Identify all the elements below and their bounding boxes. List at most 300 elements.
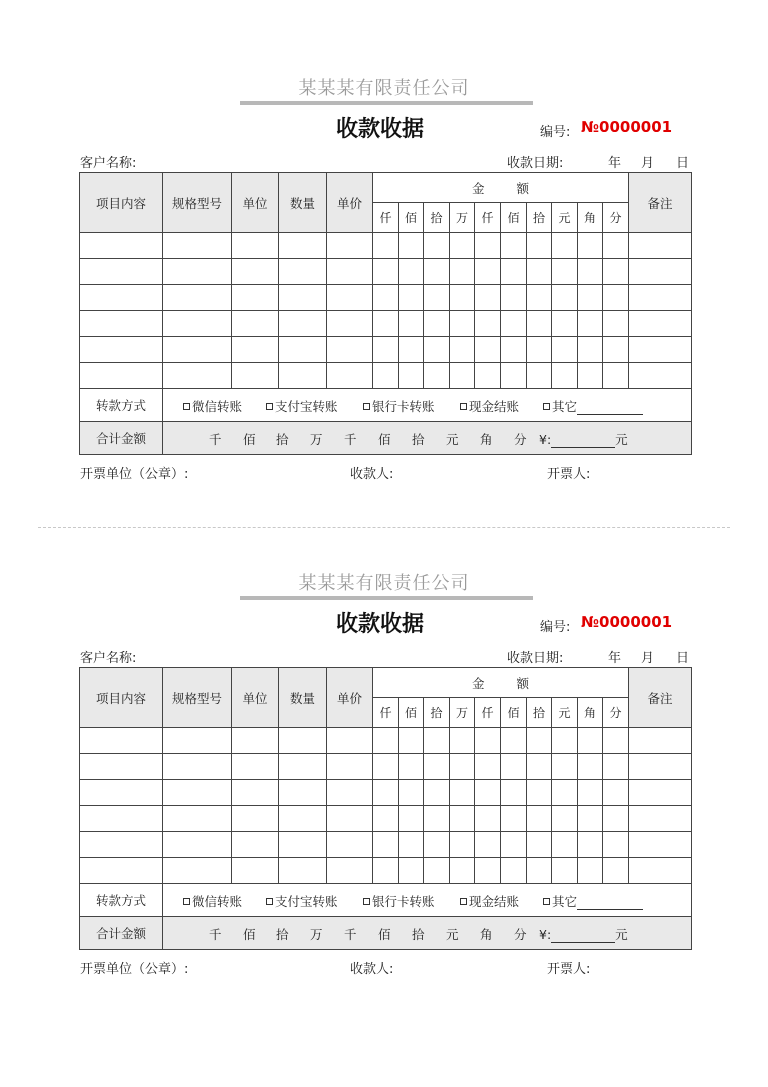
- entry-cell[interactable]: [552, 259, 578, 285]
- total-amount: [163, 917, 692, 950]
- entry-cell[interactable]: [501, 337, 527, 363]
- day-label: 日: [676, 156, 690, 171]
- table-row: [80, 285, 692, 311]
- table-row: [80, 858, 692, 884]
- entry-cell[interactable]: [475, 728, 501, 754]
- receipt-table: [79, 172, 692, 455]
- payment-option-bankcard[interactable]: 银行卡转账: [363, 397, 435, 415]
- entry-cell[interactable]: [501, 754, 527, 780]
- entry-cell[interactable]: [80, 363, 163, 389]
- total-unit: 角: [480, 432, 493, 447]
- entry-cell[interactable]: [80, 259, 163, 285]
- entry-cell[interactable]: [527, 754, 552, 780]
- total-unit: 拾: [276, 927, 289, 942]
- date-label: 收款日期:: [507, 651, 564, 666]
- entry-cell[interactable]: [163, 311, 232, 337]
- entry-cell[interactable]: [501, 858, 527, 884]
- entry-cell[interactable]: [578, 858, 603, 884]
- other-fill-line[interactable]: [577, 401, 643, 415]
- payment-option-cash[interactable]: 现金结账: [460, 892, 519, 910]
- entry-cell[interactable]: [450, 832, 475, 858]
- entry-cell[interactable]: [232, 728, 279, 754]
- payee-label: 收款人:: [350, 962, 394, 977]
- table-row: [80, 233, 692, 259]
- entry-cell[interactable]: [424, 285, 450, 311]
- entry-cell[interactable]: [327, 311, 373, 337]
- entry-cell[interactable]: [501, 728, 527, 754]
- entry-cell[interactable]: [527, 285, 552, 311]
- entry-cell[interactable]: [163, 780, 232, 806]
- entry-cell[interactable]: [163, 337, 232, 363]
- entry-cell[interactable]: [232, 259, 279, 285]
- day-label: 日: [676, 651, 690, 666]
- entry-cell[interactable]: [450, 311, 475, 337]
- entry-cell[interactable]: [629, 311, 692, 337]
- entry-cell[interactable]: [629, 806, 692, 832]
- entry-cell[interactable]: [475, 754, 501, 780]
- entry-cell[interactable]: [424, 754, 450, 780]
- entry-cell[interactable]: [279, 728, 327, 754]
- entry-cell[interactable]: [373, 259, 399, 285]
- entry-cell[interactable]: [399, 806, 424, 832]
- total-unit: 佰: [378, 432, 391, 447]
- entry-cell[interactable]: [232, 858, 279, 884]
- entry-cell[interactable]: [232, 806, 279, 832]
- total-unit: 佰: [243, 927, 256, 942]
- payment-options: [163, 884, 692, 917]
- entry-cell[interactable]: [327, 780, 373, 806]
- drawer-label: 开票人:: [547, 467, 591, 482]
- entry-cell[interactable]: [163, 806, 232, 832]
- digit-header: 角: [578, 698, 603, 728]
- total-unit: 千: [209, 432, 222, 447]
- entry-cell[interactable]: [629, 754, 692, 780]
- entry-cell[interactable]: [424, 233, 450, 259]
- entry-cell[interactable]: [279, 832, 327, 858]
- entry-cell[interactable]: [279, 858, 327, 884]
- other-fill-line[interactable]: [577, 896, 643, 910]
- entry-cell[interactable]: [578, 337, 603, 363]
- entry-cell[interactable]: [327, 337, 373, 363]
- entry-cell[interactable]: [373, 754, 399, 780]
- total-label: 合计金额: [80, 917, 163, 950]
- serial-number: №0000001: [581, 613, 673, 631]
- entry-cell[interactable]: [475, 311, 501, 337]
- entry-cell[interactable]: [527, 806, 552, 832]
- entry-cell[interactable]: [527, 858, 552, 884]
- entry-cell[interactable]: [399, 754, 424, 780]
- entry-cell[interactable]: [424, 363, 450, 389]
- entry-cell[interactable]: [327, 754, 373, 780]
- entry-cell[interactable]: [501, 363, 527, 389]
- year-label: 年: [608, 651, 622, 666]
- entry-cell[interactable]: [450, 728, 475, 754]
- payment-option-alipay[interactable]: 支付宝转账: [266, 397, 338, 415]
- digit-header: 元: [552, 698, 578, 728]
- digit-header: 佰: [399, 203, 424, 233]
- entry-cell[interactable]: [552, 363, 578, 389]
- checkbox-icon[interactable]: [460, 403, 467, 410]
- entry-cell[interactable]: [279, 285, 327, 311]
- month-label: 月: [641, 156, 655, 171]
- entry-cell[interactable]: [475, 832, 501, 858]
- digit-header: 仟: [373, 698, 399, 728]
- serial-number: №0000001: [581, 118, 673, 136]
- entry-cell[interactable]: [373, 311, 399, 337]
- entry-cell[interactable]: [399, 858, 424, 884]
- entry-cell[interactable]: [163, 728, 232, 754]
- entry-cell[interactable]: [80, 780, 163, 806]
- checkbox-icon[interactable]: [363, 898, 370, 905]
- entry-cell[interactable]: [475, 285, 501, 311]
- entry-cell[interactable]: [552, 832, 578, 858]
- entry-cell[interactable]: [527, 780, 552, 806]
- entry-cell[interactable]: [232, 754, 279, 780]
- entry-cell[interactable]: [327, 233, 373, 259]
- entry-cell[interactable]: [373, 728, 399, 754]
- entry-cell[interactable]: [232, 780, 279, 806]
- entry-cell[interactable]: [163, 233, 232, 259]
- title-rule: [240, 101, 533, 105]
- header-amount-1: 金: [472, 675, 485, 691]
- entry-cell[interactable]: [450, 285, 475, 311]
- entry-cell[interactable]: [552, 754, 578, 780]
- entry-cell[interactable]: [399, 311, 424, 337]
- date-label: 收款日期:: [507, 156, 564, 171]
- total-unit: 千: [344, 432, 357, 447]
- entry-cell[interactable]: [475, 858, 501, 884]
- entry-cell[interactable]: [232, 233, 279, 259]
- entry-cell[interactable]: [475, 806, 501, 832]
- entry-cell[interactable]: [501, 806, 527, 832]
- entry-cell[interactable]: [424, 780, 450, 806]
- entry-cell[interactable]: [163, 285, 232, 311]
- entry-cell[interactable]: [450, 363, 475, 389]
- entry-cell[interactable]: [232, 363, 279, 389]
- digit-header: 万: [450, 698, 475, 728]
- entry-cell[interactable]: [399, 285, 424, 311]
- entry-cell[interactable]: [527, 337, 552, 363]
- entry-cell[interactable]: [279, 363, 327, 389]
- total-unit: 佰: [243, 432, 256, 447]
- entry-cell[interactable]: [629, 259, 692, 285]
- entry-cell[interactable]: [603, 337, 629, 363]
- entry-cell[interactable]: [475, 259, 501, 285]
- entry-cell[interactable]: [163, 832, 232, 858]
- table-row: [80, 259, 692, 285]
- table-row: [80, 806, 692, 832]
- entry-cell[interactable]: [475, 233, 501, 259]
- total-unit: 千: [344, 927, 357, 942]
- entry-cell[interactable]: [80, 858, 163, 884]
- checkbox-icon[interactable]: [543, 403, 550, 410]
- entry-cell[interactable]: [603, 233, 629, 259]
- entry-cell[interactable]: [232, 311, 279, 337]
- cut-line: [38, 527, 730, 528]
- entry-cell[interactable]: [373, 285, 399, 311]
- entry-cell[interactable]: [279, 754, 327, 780]
- entry-cell[interactable]: [603, 259, 629, 285]
- table-row: [80, 832, 692, 858]
- total-yuan-field[interactable]: ¥: 元: [539, 432, 628, 447]
- entry-cell[interactable]: [399, 832, 424, 858]
- table-row: [80, 728, 692, 754]
- entry-cell[interactable]: [279, 806, 327, 832]
- header-item: 项目内容: [80, 668, 163, 728]
- table-row: [80, 363, 692, 389]
- entry-cell[interactable]: [629, 285, 692, 311]
- entry-cell[interactable]: [603, 363, 629, 389]
- entry-cell[interactable]: [327, 259, 373, 285]
- checkbox-icon[interactable]: [183, 403, 190, 410]
- entry-cell[interactable]: [232, 832, 279, 858]
- entry-cell[interactable]: [163, 858, 232, 884]
- total-unit: 万: [310, 432, 323, 447]
- entry-cell[interactable]: [578, 259, 603, 285]
- receipt-title: 收款收据: [335, 612, 424, 637]
- total-unit: 万: [310, 927, 323, 942]
- digit-header: 佰: [501, 698, 527, 728]
- entry-cell[interactable]: [327, 858, 373, 884]
- entry-cell[interactable]: [527, 832, 552, 858]
- entry-cell[interactable]: [527, 259, 552, 285]
- entry-cell[interactable]: [450, 233, 475, 259]
- header-remark: 备注: [629, 668, 692, 728]
- entry-cell[interactable]: [80, 806, 163, 832]
- header-price: 单价: [327, 668, 373, 728]
- entry-cell[interactable]: [527, 233, 552, 259]
- entry-cell[interactable]: [424, 806, 450, 832]
- entry-cell[interactable]: [327, 832, 373, 858]
- checkbox-icon[interactable]: [363, 403, 370, 410]
- header-amount: [373, 173, 629, 203]
- entry-cell[interactable]: [80, 728, 163, 754]
- payment-option-other[interactable]: 其它: [543, 892, 643, 910]
- total-unit: 拾: [412, 432, 425, 447]
- entry-cell[interactable]: [578, 780, 603, 806]
- total-unit: 拾: [276, 432, 289, 447]
- entry-cell[interactable]: [450, 754, 475, 780]
- entry-cell[interactable]: [501, 233, 527, 259]
- entry-cell[interactable]: [450, 780, 475, 806]
- total-yuan-field[interactable]: ¥: 元: [539, 927, 628, 942]
- entry-cell[interactable]: [629, 780, 692, 806]
- entry-cell[interactable]: [424, 832, 450, 858]
- entry-cell[interactable]: [629, 337, 692, 363]
- total-unit: 元: [446, 927, 459, 942]
- entry-cell[interactable]: [450, 858, 475, 884]
- entry-cell[interactable]: [327, 363, 373, 389]
- total-unit: 拾: [412, 927, 425, 942]
- digit-header: 元: [552, 203, 578, 233]
- entry-cell[interactable]: [373, 806, 399, 832]
- year-label: 年: [608, 156, 622, 171]
- entry-cell[interactable]: [373, 780, 399, 806]
- table-row: [80, 780, 692, 806]
- entry-cell[interactable]: [80, 311, 163, 337]
- digit-header: 拾: [527, 698, 552, 728]
- entry-cell[interactable]: [399, 337, 424, 363]
- entry-cell[interactable]: [373, 832, 399, 858]
- customer-label: 客户名称:: [80, 156, 137, 171]
- entry-cell[interactable]: [603, 780, 629, 806]
- entry-cell[interactable]: [578, 754, 603, 780]
- entry-cell[interactable]: [501, 780, 527, 806]
- checkbox-icon[interactable]: [266, 898, 273, 905]
- payment-option-wechat[interactable]: 微信转账: [183, 397, 242, 415]
- entry-cell[interactable]: [80, 832, 163, 858]
- total-amount: [163, 422, 692, 455]
- entry-cell[interactable]: [552, 780, 578, 806]
- entry-cell[interactable]: [327, 806, 373, 832]
- checkbox-icon[interactable]: [183, 898, 190, 905]
- title-rule: [240, 596, 533, 600]
- entry-cell[interactable]: [552, 858, 578, 884]
- digit-header: 拾: [424, 203, 450, 233]
- entry-cell[interactable]: [578, 832, 603, 858]
- digit-header: 万: [450, 203, 475, 233]
- entry-cell[interactable]: [279, 233, 327, 259]
- entry-cell[interactable]: [578, 233, 603, 259]
- entry-cell[interactable]: [552, 285, 578, 311]
- payment-option-alipay[interactable]: 支付宝转账: [266, 892, 338, 910]
- payment-option-cash[interactable]: 现金结账: [460, 397, 519, 415]
- payment-options: [163, 389, 692, 422]
- digit-header: 佰: [399, 698, 424, 728]
- entry-cell[interactable]: [603, 806, 629, 832]
- digit-header: 佰: [501, 203, 527, 233]
- total-unit: 千: [209, 927, 222, 942]
- entry-cell[interactable]: [603, 858, 629, 884]
- entry-cell[interactable]: [629, 858, 692, 884]
- entry-cell[interactable]: [578, 285, 603, 311]
- entry-cell[interactable]: [163, 363, 232, 389]
- entry-cell[interactable]: [279, 780, 327, 806]
- entry-cell[interactable]: [327, 728, 373, 754]
- entry-cell[interactable]: [399, 259, 424, 285]
- entry-cell[interactable]: [232, 285, 279, 311]
- company-name: 某某某有限责任公司: [298, 78, 470, 99]
- entry-cell[interactable]: [603, 285, 629, 311]
- table-row: [80, 337, 692, 363]
- header-spec: 规格型号: [163, 173, 232, 233]
- entry-cell[interactable]: [552, 337, 578, 363]
- entry-cell[interactable]: [527, 311, 552, 337]
- payment-label: 转款方式: [80, 884, 163, 917]
- entry-cell[interactable]: [501, 259, 527, 285]
- company-name: 某某某有限责任公司: [298, 573, 470, 594]
- entry-cell[interactable]: [399, 728, 424, 754]
- entry-cell[interactable]: [552, 806, 578, 832]
- entry-cell[interactable]: [327, 285, 373, 311]
- entry-cell[interactable]: [80, 337, 163, 363]
- total-label: 合计金额: [80, 422, 163, 455]
- entry-cell[interactable]: [80, 285, 163, 311]
- drawer-label: 开票人:: [547, 962, 591, 977]
- entry-cell[interactable]: [373, 363, 399, 389]
- entry-cell[interactable]: [373, 233, 399, 259]
- header-spec: 规格型号: [163, 668, 232, 728]
- entry-cell[interactable]: [629, 832, 692, 858]
- checkbox-icon[interactable]: [543, 898, 550, 905]
- checkbox-icon[interactable]: [460, 898, 467, 905]
- month-label: 月: [641, 651, 655, 666]
- entry-cell[interactable]: [578, 806, 603, 832]
- entry-cell[interactable]: [501, 832, 527, 858]
- header-remark: 备注: [629, 173, 692, 233]
- entry-cell[interactable]: [629, 363, 692, 389]
- header-unit: 单位: [232, 668, 279, 728]
- entry-cell[interactable]: [424, 311, 450, 337]
- entry-cell[interactable]: [552, 728, 578, 754]
- entry-cell[interactable]: [450, 337, 475, 363]
- entry-cell[interactable]: [552, 233, 578, 259]
- entry-cell[interactable]: [373, 858, 399, 884]
- payment-option-other[interactable]: 其它: [543, 397, 643, 415]
- entry-cell[interactable]: [450, 806, 475, 832]
- entry-cell[interactable]: [424, 337, 450, 363]
- entry-cell[interactable]: [552, 311, 578, 337]
- entry-cell[interactable]: [603, 728, 629, 754]
- receipt-title: 收款收据: [335, 117, 424, 142]
- entry-cell[interactable]: [399, 363, 424, 389]
- digit-header: 分: [603, 698, 629, 728]
- entry-cell[interactable]: [80, 233, 163, 259]
- entry-cell[interactable]: [603, 311, 629, 337]
- entry-cell[interactable]: [399, 780, 424, 806]
- entry-cell[interactable]: [450, 259, 475, 285]
- entry-cell[interactable]: [80, 754, 163, 780]
- entry-cell[interactable]: [163, 259, 232, 285]
- entry-cell[interactable]: [475, 337, 501, 363]
- table-row: [80, 311, 692, 337]
- entry-cell[interactable]: [603, 832, 629, 858]
- entry-cell[interactable]: [501, 311, 527, 337]
- entry-cell[interactable]: [629, 233, 692, 259]
- entry-cell[interactable]: [424, 728, 450, 754]
- entry-cell[interactable]: [399, 233, 424, 259]
- entry-cell[interactable]: [578, 311, 603, 337]
- entry-cell[interactable]: [163, 754, 232, 780]
- entry-cell[interactable]: [629, 728, 692, 754]
- checkbox-icon[interactable]: [266, 403, 273, 410]
- entry-cell[interactable]: [501, 285, 527, 311]
- table-row: [80, 754, 692, 780]
- entry-cell[interactable]: [475, 780, 501, 806]
- entry-cell[interactable]: [475, 363, 501, 389]
- entry-cell[interactable]: [279, 337, 327, 363]
- total-unit: 分: [514, 432, 527, 447]
- entry-cell[interactable]: [279, 259, 327, 285]
- entry-cell[interactable]: [424, 259, 450, 285]
- digit-header: 仟: [475, 698, 501, 728]
- entry-cell[interactable]: [527, 728, 552, 754]
- entry-cell[interactable]: [232, 337, 279, 363]
- entry-cell[interactable]: [424, 858, 450, 884]
- entry-cell[interactable]: [578, 363, 603, 389]
- entry-cell[interactable]: [279, 311, 327, 337]
- header-amount-2: 额: [516, 675, 530, 691]
- header-amount: [373, 668, 629, 698]
- serial-label: 编号:: [540, 125, 571, 140]
- receipt-table: [79, 667, 692, 950]
- payment-option-bankcard[interactable]: 银行卡转账: [363, 892, 435, 910]
- entry-cell[interactable]: [578, 728, 603, 754]
- entry-cell[interactable]: [603, 754, 629, 780]
- entry-cell[interactable]: [373, 337, 399, 363]
- entry-cell[interactable]: [527, 363, 552, 389]
- payment-option-wechat[interactable]: 微信转账: [183, 892, 242, 910]
